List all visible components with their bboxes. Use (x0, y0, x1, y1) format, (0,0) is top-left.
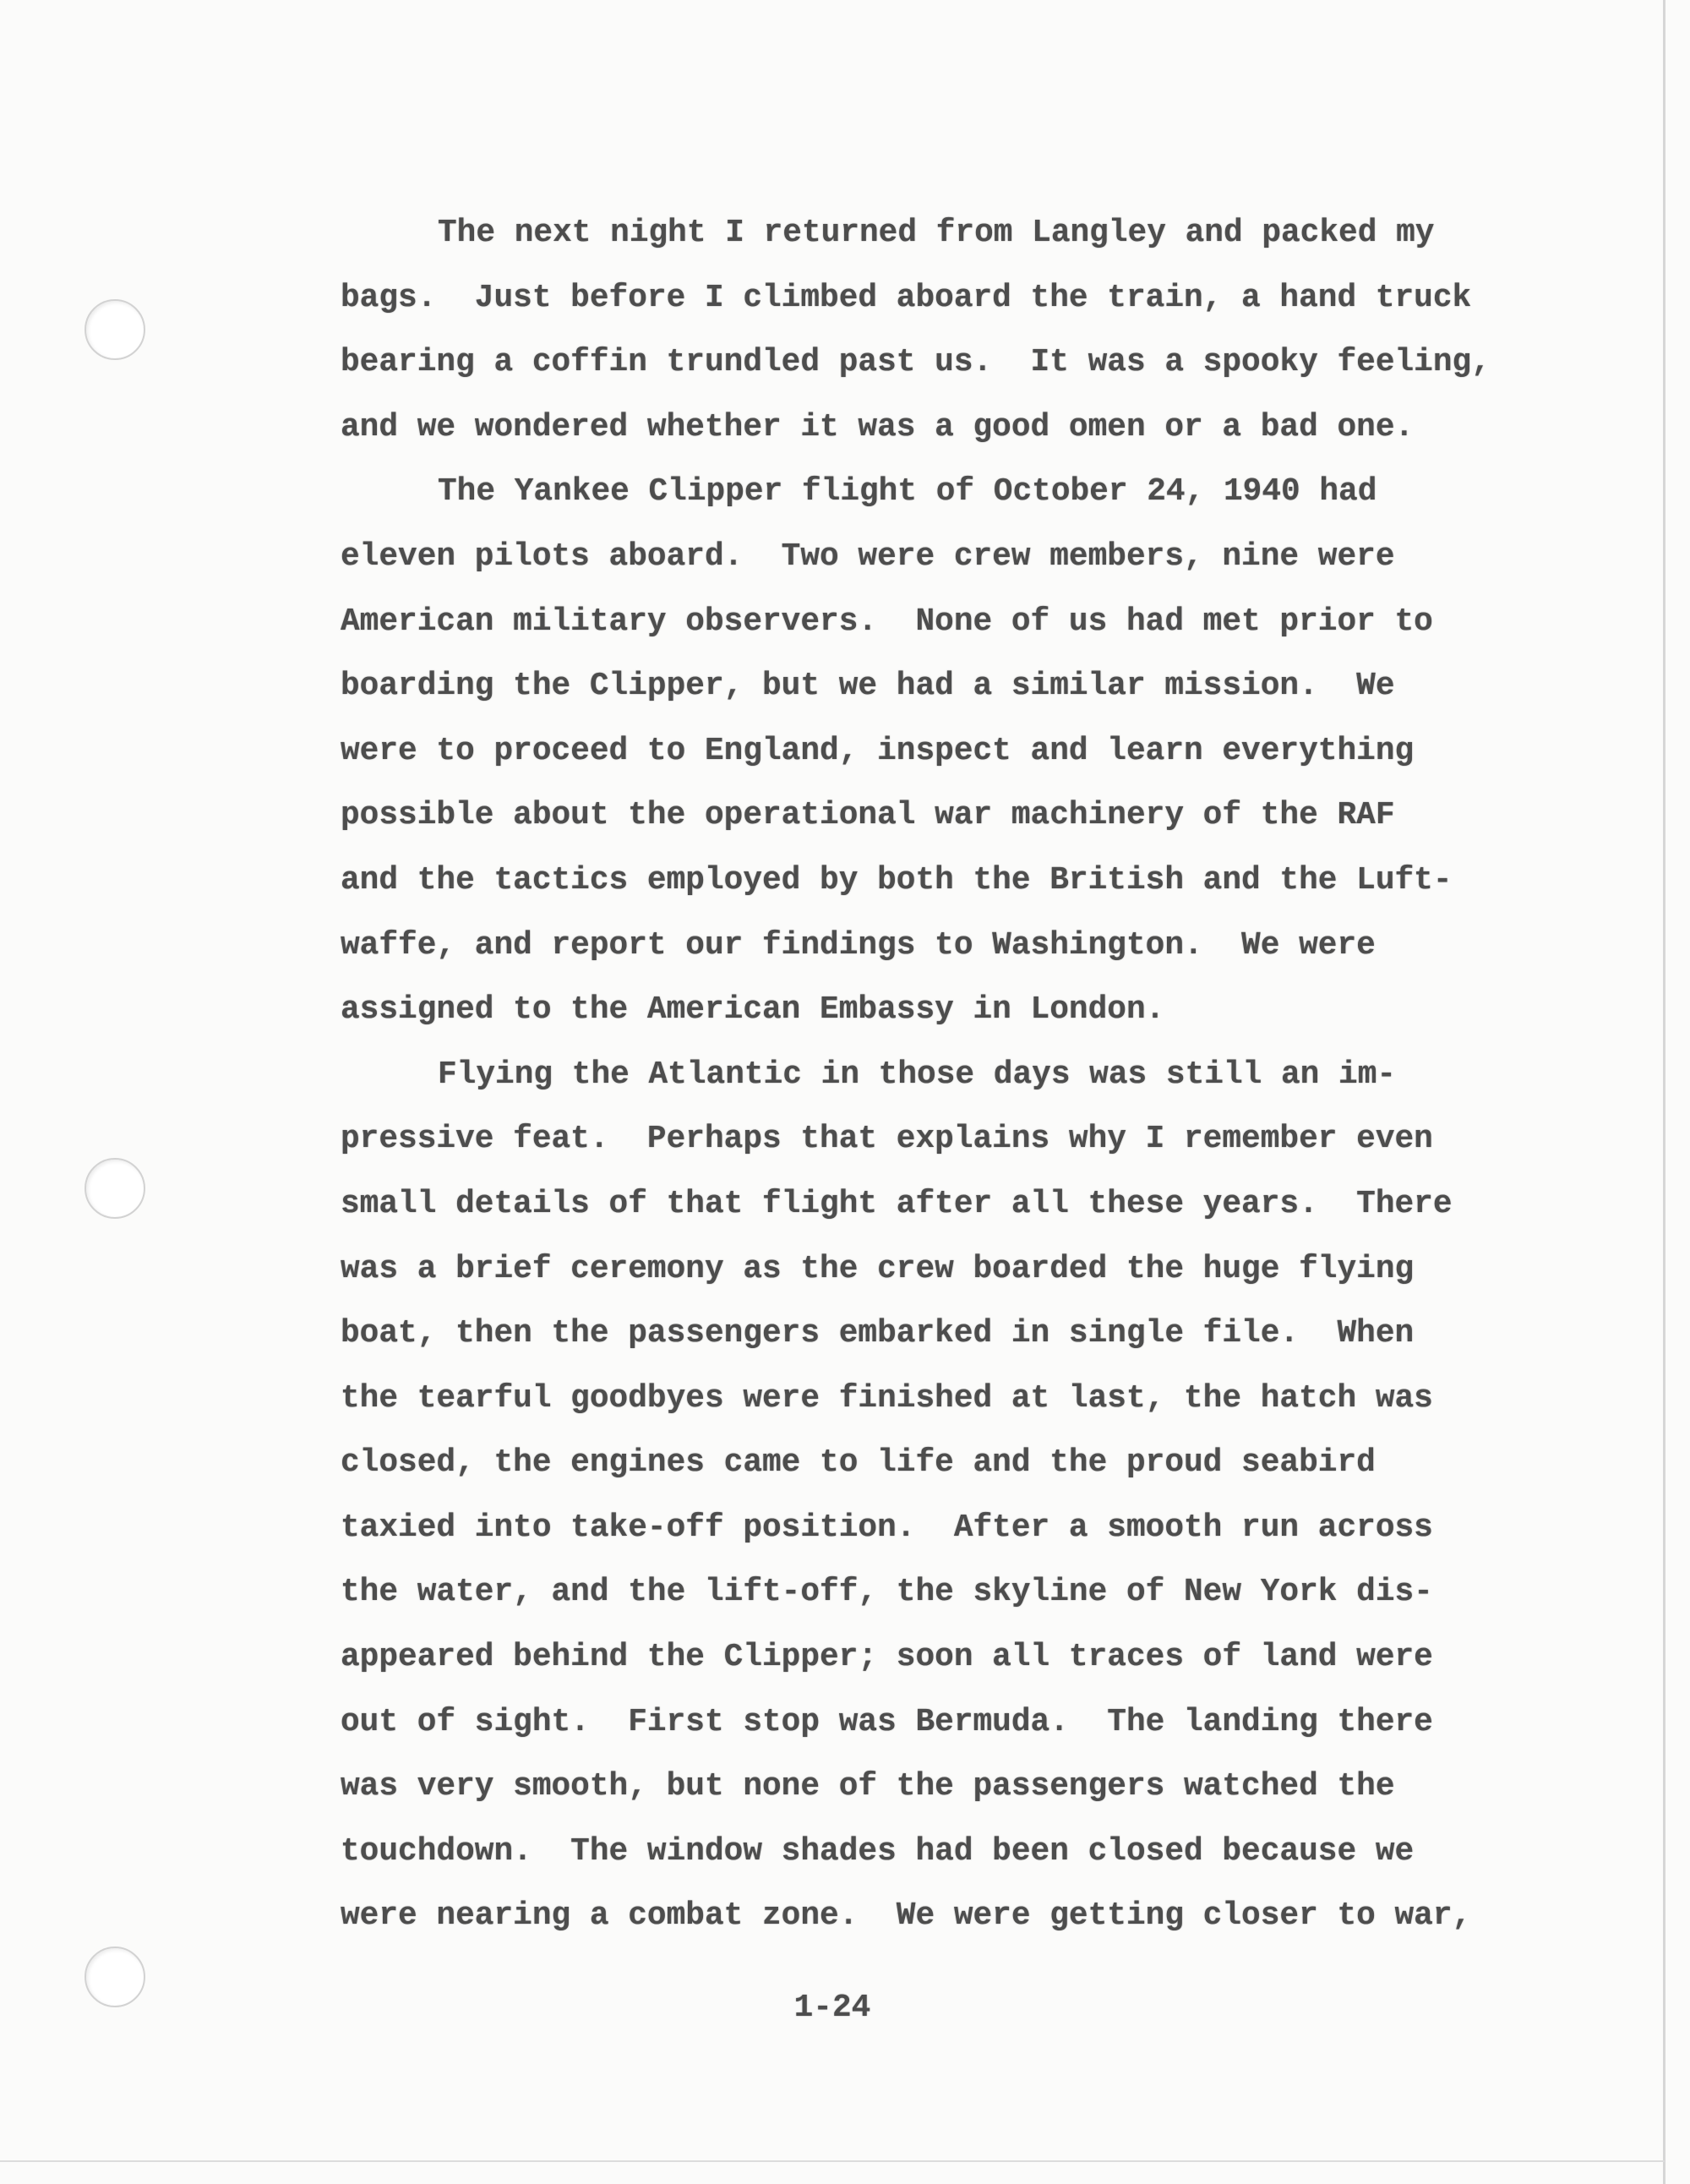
paragraph-first-line: The Yankee Clipper flight of October 24, 1940 had (438, 474, 1377, 511)
text-line: eleven pilots aboard. Two were crew members, nine were (341, 538, 1395, 575)
typewritten-body-text (341, 201, 1491, 1949)
page-edge (1663, 0, 1665, 2184)
text-line: and the tactics employed by both the British and the Luft- (341, 862, 1453, 898)
text-line: and we wondered whether it was a good omen or a bad one. (341, 409, 1415, 445)
text-line: touchdown. The window shades had been closed because we (341, 1833, 1415, 1870)
text-line: was a brief ceremony as the crew boarded the huge flying (341, 1251, 1415, 1287)
paragraph-first-line: The next night I returned from Langley and packed my (438, 216, 1435, 251)
text-line: boat, then the passengers embarked in single file. When (341, 1316, 1415, 1352)
text-line: small details of that flight after all these years. There (341, 1186, 1453, 1222)
text-line: boarding the Clipper, but we had a similar mission. We (341, 669, 1395, 705)
text-line: was very smooth, but none of the passengers watched the (341, 1769, 1395, 1805)
text-line: closed, the engines came to life and the proud seabird (341, 1445, 1376, 1482)
punch-hole (84, 1158, 145, 1219)
punch-hole (84, 299, 145, 360)
page-number: 1-24 (793, 1990, 871, 2026)
text-line: American military observers. None of us had met prior to (341, 603, 1433, 640)
text-line: were nearing a combat zone. We were getting closer to war, (341, 1898, 1472, 1935)
text-line: appeared behind the Clipper; soon all traces of land were (341, 1640, 1433, 1676)
paragraph-first-line: Flying the Atlantic in those days was still an im- (438, 1057, 1397, 1093)
text-line: the water, and the lift-off, the skyline of New York dis- (341, 1575, 1433, 1611)
text-line: the tearful goodbyes were finished at last, the hatch was (341, 1380, 1433, 1417)
text-line: waffe, and report our findings to Washington. We were (341, 927, 1376, 964)
text-line: out of sight. First stop was Bermuda. The landing there (341, 1704, 1433, 1740)
text-line: pressive feat. Perhaps that explains why I remember even (341, 1122, 1433, 1158)
text-line: bearing a coffin trundled past us. It was a spooky feeling, (341, 345, 1491, 381)
text-line: were to proceed to England, inspect and learn everything (341, 733, 1415, 769)
page-bottom-edge (0, 2160, 1665, 2162)
text-line: possible about the operational war machinery of the RAF (341, 798, 1395, 834)
text-line: taxied into take-off position. After a smooth run across (341, 1510, 1433, 1546)
text-line: bags. Just before I climbed aboard the train, a hand truck (341, 280, 1472, 316)
text-line: assigned to the American Embassy in London. (341, 992, 1165, 1029)
